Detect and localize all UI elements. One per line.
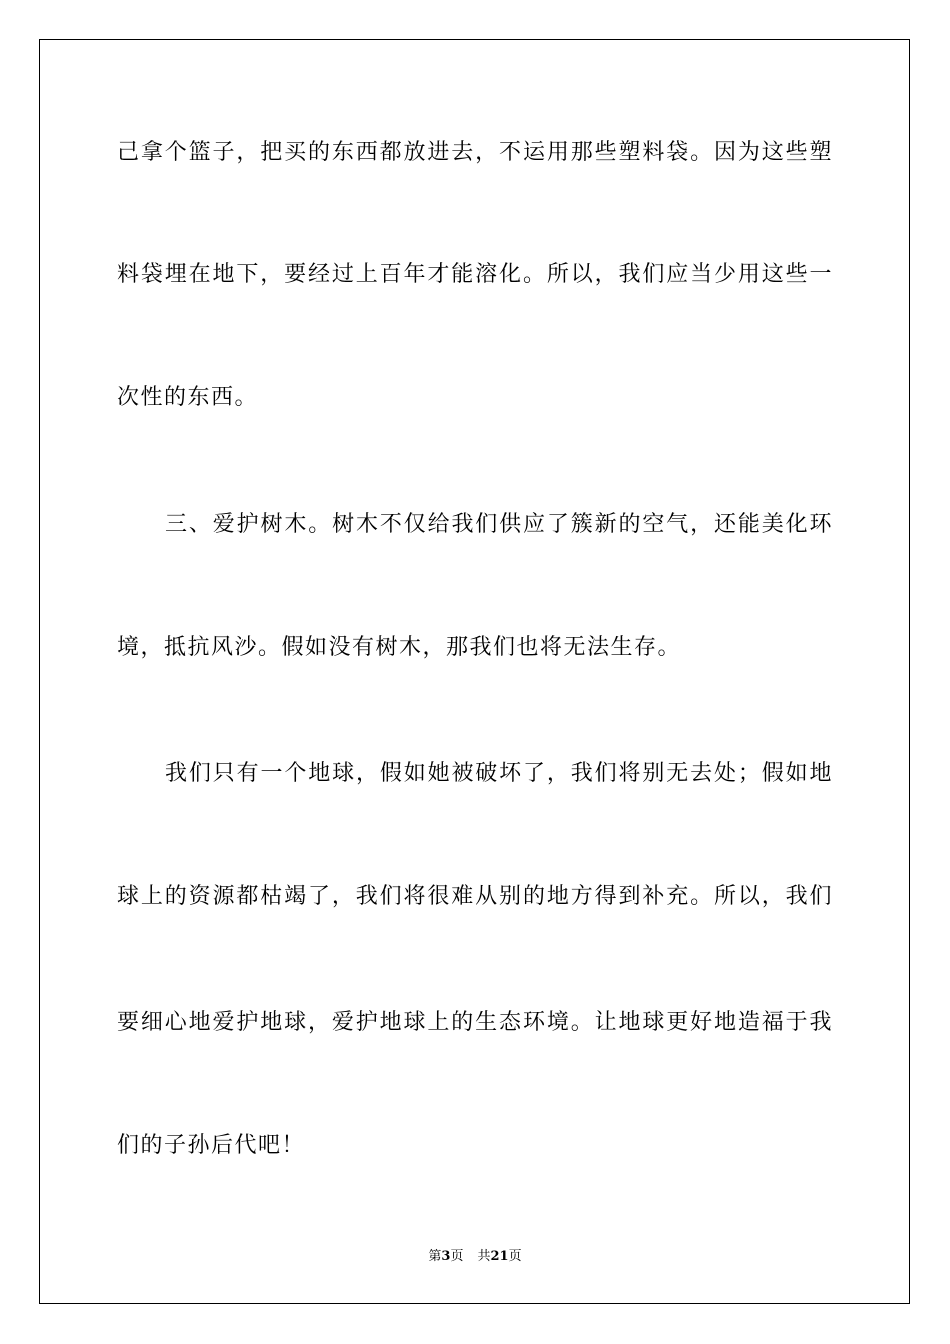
body-line-1: 己拿个篮子，把买的东西都放进去，不运用那些塑料袋。因为这些塑: [117, 140, 833, 165]
page-frame: [39, 39, 910, 1304]
body-line-4: 三、爱护树木。树木不仅给我们供应了簇新的空气，还能美化环: [165, 512, 833, 537]
page-footer: [0, 1248, 950, 1266]
footer-total-suffix: 页: [508, 1249, 522, 1264]
body-line-9: 们的子孙后代吧！: [117, 1133, 306, 1158]
footer-page-prefix: 第: [428, 1249, 442, 1264]
body-line-7: 球上的资源都枯竭了，我们将很难从别的地方得到补充。所以，我们: [117, 884, 833, 909]
footer-page-number: 3: [441, 1249, 451, 1264]
body-line-6: 我们只有一个地球，假如她被破坏了，我们将别无去处；假如地: [165, 761, 833, 786]
body-line-8: 要细心地爱护地球，爱护地球上的生态环境。让地球更好地造福于我: [117, 1010, 833, 1035]
body-line-5: 境，抵抗风沙。假如没有树木，那我们也将无法生存。: [117, 635, 682, 660]
body-line-3: 次性的东西。: [117, 385, 259, 410]
footer-total-pages: 21: [490, 1249, 509, 1264]
body-line-2: 料袋埋在地下，要经过上百年才能溶化。所以，我们应当少用这些一: [117, 262, 833, 287]
footer-total-prefix: 共: [477, 1249, 491, 1264]
footer-page-suffix: 页: [450, 1249, 464, 1264]
